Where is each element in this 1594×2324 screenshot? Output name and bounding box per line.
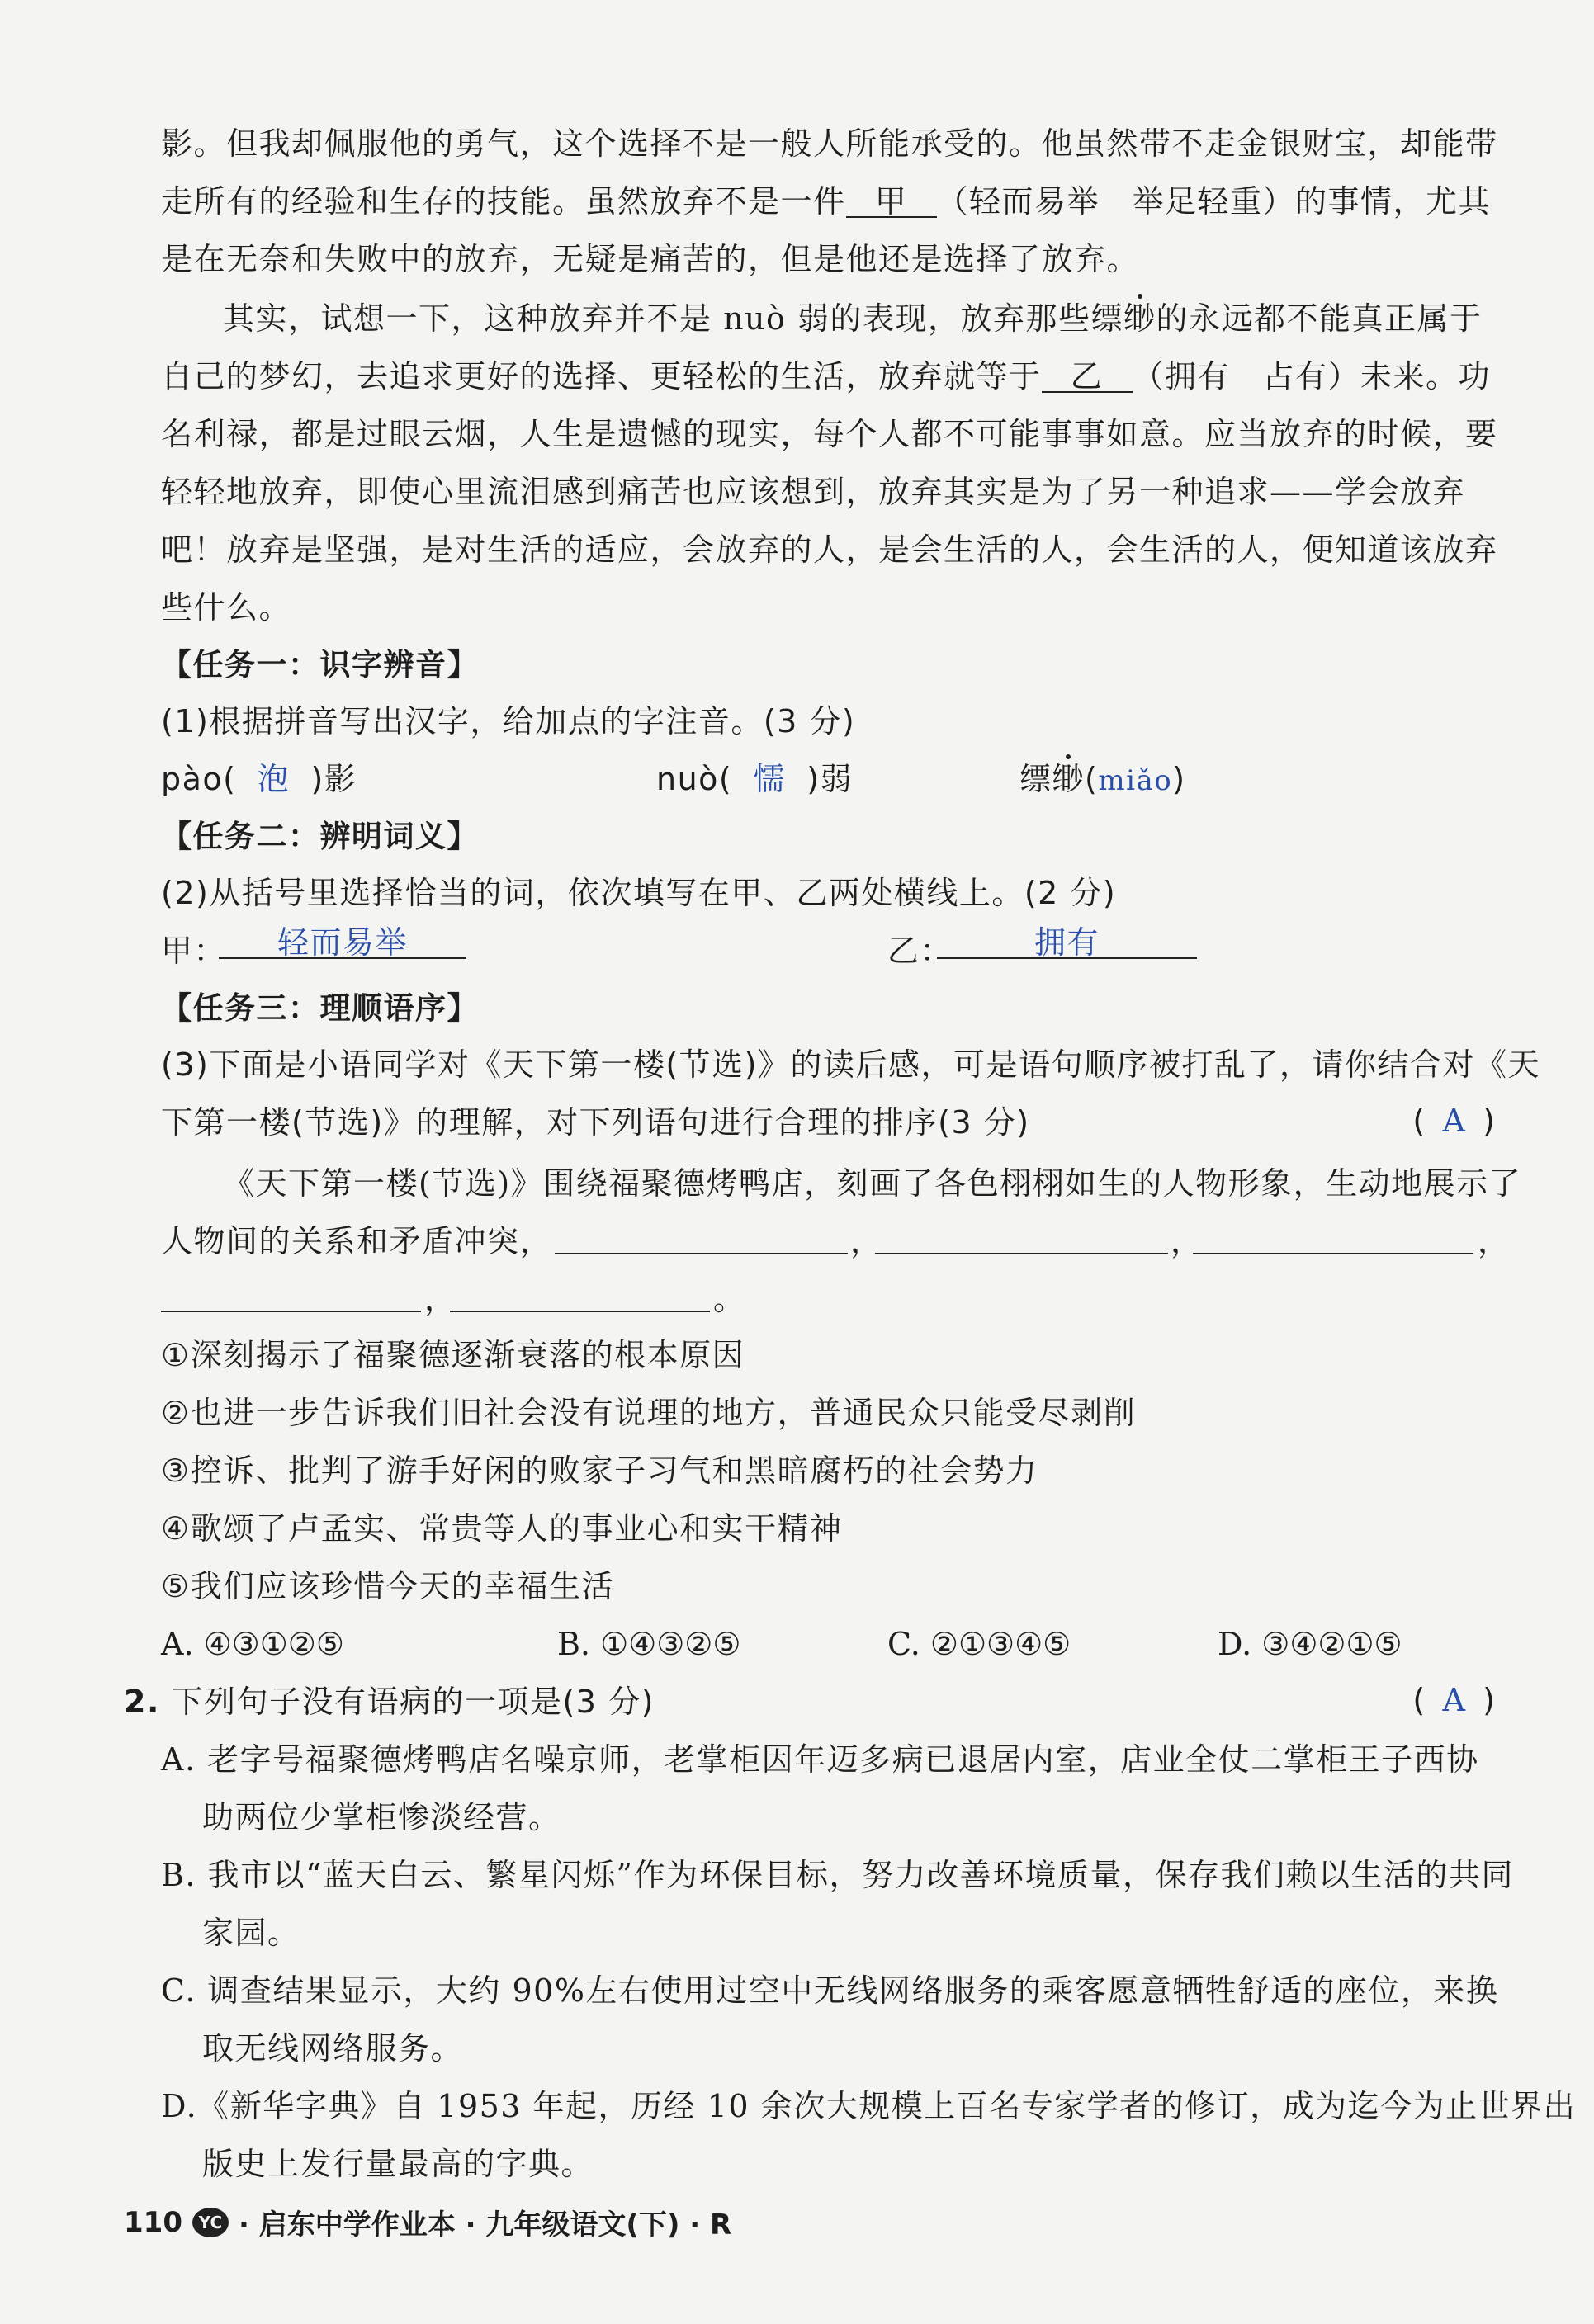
q2-option-a-line2: 助两位少掌柜惨淡经营。 <box>202 1799 561 1835</box>
passage-line-7: 轻轻地放弃，即使心里流泪感到痛苦也应该想到，放弃其实是为了另一种追求——学会放弃 <box>161 474 1466 510</box>
answer-miao: miǎo <box>1098 764 1173 797</box>
order-blank-3 <box>1193 1253 1473 1254</box>
page-number: 110 <box>124 2205 182 2239</box>
q2-option-c-line2: 取无线网络服务。 <box>202 2030 464 2067</box>
question2-answer: A <box>1442 1682 1465 1718</box>
passage-line-6: 名利禄，都是过眼云烟，人生是遗憾的现实，每个人都不可能事事如意。应当放弃的时候，要 <box>161 416 1498 452</box>
task3-question-line2: 下第一楼(节选)》的理解，对下列语句进行合理的排序(3 分) <box>161 1104 1030 1141</box>
statement-1: ①深刻揭示了福聚德逐渐衰落的根本原因 <box>161 1337 745 1373</box>
passage-line-9: 些什么。 <box>161 589 292 626</box>
passage-line-1: 影。但我却佩服他的勇气，这个选择不是一般人所能承受的。他虽然带不走金银财宝，却能带 <box>161 125 1498 162</box>
statement-4: ④歌颂了卢孟实、常贵等人的事业心和实干精神 <box>161 1510 843 1547</box>
question2-stem: 2. 下列句子没有语病的一项是(3 分) <box>124 1684 655 1720</box>
blank-yi: 乙 <box>1042 357 1133 393</box>
option-a: A. ④③①②⑤ <box>161 1626 344 1662</box>
option-b: B. ①④③②⑤ <box>557 1626 741 1662</box>
answer-yi: 拥有 <box>937 923 1197 959</box>
publisher-logo: YC <box>192 2208 229 2237</box>
passage-line-4: 其实，试想一下，这种放弃并不是 nuò 弱的表现，放弃那些缥缈的永远都不能真正属于 <box>223 300 1483 337</box>
question2-answer-paren: ( A ) <box>1412 1682 1495 1718</box>
statement-5: ⑤我们应该珍惜今天的幸福生活 <box>161 1568 615 1604</box>
option-c: C. ②①③④⑤ <box>887 1626 1071 1662</box>
task2-question: (2)从括号里选择恰当的词，依次填写在甲、乙两处横线上。(2 分) <box>161 875 1117 911</box>
blank-jia: 甲 <box>846 182 937 218</box>
task2-heading: 【任务二：辨明词义】 <box>161 819 479 854</box>
q2-option-a-line1: A. 老字号福聚德烤鸭店名噪京师，老掌柜因年迈多病已退居内室，店业全仗二掌柜王子西协 <box>161 1741 1479 1778</box>
task1-question: (1)根据拼音写出汉字，给加点的字注音。(3 分) <box>161 703 856 739</box>
item-miao: 缥缈(miǎo) <box>1019 761 1186 797</box>
task3-answer: A <box>1442 1103 1465 1139</box>
task3-passage-line2: 人物间的关系和矛盾冲突， <box>161 1223 553 1259</box>
answer-jia: 轻而易举 <box>219 923 466 959</box>
task1-heading: 【任务一：识字辨音】 <box>161 647 479 683</box>
option-d: D. ③④②①⑤ <box>1218 1626 1402 1662</box>
dotted-char: 缈 <box>1123 300 1156 337</box>
page-footer <box>124 2202 731 2242</box>
order-blank-5 <box>450 1311 710 1312</box>
statement-2: ②也进一步告诉我们旧社会没有说理的地方，普通民众只能受尽剥削 <box>161 1395 1137 1431</box>
worksheet-page: 影。但我却佩服他的勇气，这个选择不是一般人所能承受的。他虽然带不走金银财宝，却能带 走所有的经验和生存的技能。虽然放弃不是一件 甲 （轻而易举 举足轻重）的事情，尤其 是在无奈和失败中的放弃，无疑是痛苦的，但是他还是选择了放弃。 其实，试想一下，这种放弃并不是 nuò 弱的表现，放弃那些缥缈的永远都不能真正属于 自己的梦幻，去追求更好的选择、更轻松的生活，放弃就等于 乙 （拥有 占有）未来。功 名利禄，都是过眼云烟，人生是遗憾的现实，每个人都不可能事事如意。应当放弃的时候，要 轻轻地放弃，即使心里流泪感到痛苦也应该想到，放弃其实是为了另一种追求——学会放弃 吧！放弃是坚强，是对生活的适应，会放弃的人，是会生活的人，会生活的人，便知道该放弃 些什么。 【任务一：识字辨音】 (1)根据拼音写出汉字，给加点的字注音。(3 分) pào( 泡 )影 nuò( 懦 )弱 缥缈(miǎo) 【任务二：辨明词义】 (2)从括号里选择恰当的词，依次填写在甲、乙两处横线上。(2 分) 甲： 轻而易举 乙： 拥有 【任务三：理顺语序】 (3)下面是小语同学对《天下第一楼(节选)》的读后感，可是语句顺序被打乱了，请你结合对《天 下第一楼(节选)》的理解，对下列语句进行合理的排序(3 分) ( A ) 《天下第一楼(节选)》围绕福聚德烤鸭店，刻画了各色栩栩如生的人物形象，生动地展示了 人物间的关系和矛盾冲突， ， ， ， ， 。 ①深刻揭示了福聚德逐渐衰落的根本原因 ②也进一步告诉我们旧社会没有说理的地方，普通民众只能受尽剥削 ③控诉、批判了游手好闲的败家子习气和黑暗腐朽的社会势力 ④歌颂了卢孟实、常贵等人的事业心和实干精神 ⑤我们应该珍惜今天的幸福生活 A. ④③①②⑤ B. ①④③②⑤ C. ②①③④⑤ D. ③④②①⑤ 2. 下列句子没有语病的一项是(3 分) ( A ) A. 老字号福聚德烤鸭店名噪京师，老掌柜因年迈多病已退居内室，店业全仗二掌柜王子西协 助两位少掌柜惨淡经营。 B. 我市以“蓝天白云、繁星闪烁”作为环保目标，努力改善环境质量，保存我们赖以生活的共同 家园。 C. 调查结果显示，大约 90%左右使用过空中无线网络服务的乘客愿意牺牲舒适的座位，来换 取无线网络服务。 D.《新华字典》自 1953 年起，历经 10 余次大规模上百名专家学者的修订，成为迄今为止世界出 版史上发行量最高的字典。 110 YC · 启东中学作业本 · 九年级语文(下) · R <box>124 125 1577 2241</box>
task3-answer-paren: ( A ) <box>1412 1103 1495 1139</box>
passage-line-2: 走所有的经验和生存的技能。虽然放弃不是一件 甲 （轻而易举 举足轻重）的事情，尤其 <box>161 183 1492 220</box>
book-title: · 启东中学作业本 · 九年级语文(下) · R <box>238 2208 732 2241</box>
order-blank-1 <box>555 1253 848 1254</box>
q2-option-d-line2: 版史上发行量最高的字典。 <box>202 2146 594 2182</box>
answer-pao: 泡 <box>257 761 291 797</box>
q2-option-c-line1: C. 调查结果显示，大约 90%左右使用过空中无线网络服务的乘客愿意牺牲舒适的座位，来换 <box>161 1972 1499 2009</box>
q2-option-b-line1: B. 我市以“蓝天白云、繁星闪烁”作为环保目标，努力改善环境质量，保存我们赖以生活的共同 <box>161 1857 1514 1893</box>
item-pao: pào( 泡 )影 <box>161 761 357 797</box>
q2-option-b-line2: 家园。 <box>202 1915 300 1951</box>
q2-option-d-line1: D.《新华字典》自 1953 年起，历经 10 余次大规模上百名专家学者的修订，成为迄今为止世界出 <box>161 2088 1577 2124</box>
order-blank-2 <box>875 1253 1168 1254</box>
passage-line-5: 自己的梦幻，去追求更好的选择、更轻松的生活，放弃就等于 乙 （拥有 占有）未来。功 <box>161 358 1492 394</box>
task3-passage-line1: 《天下第一楼(节选)》围绕福聚德烤鸭店，刻画了各色栩栩如生的人物形象，生动地展示了 <box>223 1165 1522 1202</box>
statement-3: ③控诉、批判了游手好闲的败家子习气和黑暗腐朽的社会势力 <box>161 1452 1038 1489</box>
task3-question-line1: (3)下面是小语同学对《天下第一楼(节选)》的读后感，可是语句顺序被打乱了，请你结合对《天 <box>161 1046 1540 1083</box>
passage-line-8: 吧！放弃是坚强，是对生活的适应，会放弃的人，是会生活的人，会生活的人，便知道该放弃 <box>161 531 1498 568</box>
item-nuo: nuò( 懦 )弱 <box>656 761 854 797</box>
order-blank-4 <box>161 1311 421 1312</box>
task3-heading: 【任务三：理顺语序】 <box>161 990 479 1026</box>
passage-line-3: 是在无奈和失败中的放弃，无疑是痛苦的，但是他还是选择了放弃。 <box>161 241 1140 277</box>
answer-nuo: 懦 <box>753 761 786 797</box>
